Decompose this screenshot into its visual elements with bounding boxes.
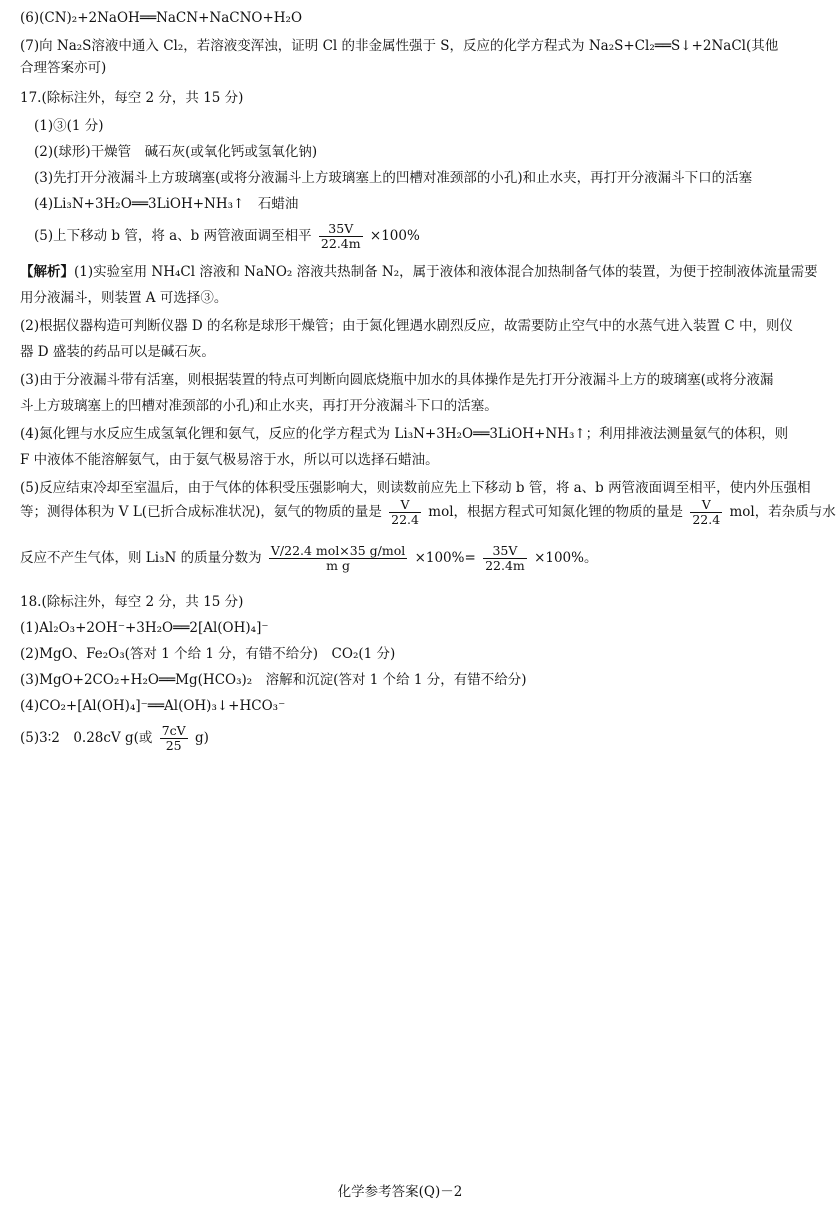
explain5-text-a: 等；测得体积为 V L(已折合成标准状况)，氨气的物质的量是 xyxy=(20,504,382,520)
q17-answer3: (3)先打开分液漏斗上方玻璃塞(或将分液漏斗上方玻璃塞上的凹槽对准颈部的小孔)和止水夹，再打开分液漏斗下口的活塞 xyxy=(34,170,753,186)
fraction-denominator: 25 xyxy=(165,738,182,753)
q17-answer2: (2)(球形)干燥管 碱石灰(或氧化钙或氢氧化钠) xyxy=(34,144,318,160)
q18-answer2: (2)MgO、Fe₂O₃(答对 1 个给 1 分，有错不给分) CO₂(1 分) xyxy=(20,646,396,662)
q17-explain1-line1 xyxy=(20,262,818,282)
fraction-denominator: 22.4m xyxy=(320,236,361,251)
q17-header: 17.(除标注外，每空 2 分，共 15 分) xyxy=(20,90,244,106)
q18-answer1: (1)Al₂O₃+2OH⁻+3H₂O══2[Al(OH)₄]⁻ xyxy=(20,620,269,636)
fraction-numerator: V/22.4 mol×35 g/mol xyxy=(270,543,406,558)
fraction-denominator: m g xyxy=(326,558,350,573)
explain5-text-d: 反应不产生气体，则 Li₃N 的质量分数为 xyxy=(20,550,262,566)
explain5-text-c: mol，若杂质与水 xyxy=(729,504,836,520)
fraction-numerator: V xyxy=(389,498,421,513)
page-footer: 化学参考答案(Q)－2 xyxy=(337,1184,463,1200)
q17-explain2-line2: 器 D 盛装的药品可以是碱石灰。 xyxy=(20,344,215,360)
explain5-text-f: ×100%。 xyxy=(534,550,598,566)
fraction-numerator: V xyxy=(690,498,722,513)
q18-answer5-tail: g) xyxy=(194,730,209,746)
q17-explain4-line2: F 中液体不能溶解氨气，由于氨气极易溶于水，所以可以选择石蜡油。 xyxy=(20,452,439,468)
explain5-text-b: mol，根据方程式可知氮化锂的物质的量是 xyxy=(428,504,684,520)
q18-answer5-text: (5)3∶2 0.28cV g(或 xyxy=(20,730,153,746)
q16-item7-line1: (7)向 Na₂S溶液中通入 Cl₂，若溶液变浑浊，证明 Cl 的非金属性强于 S，反应的化学方程式为 Na₂S+Cl₂══S↓+2NaCl(其他 xyxy=(20,38,779,54)
q17-explain1-line2: 用分液漏斗，则装置 A 可选择③。 xyxy=(20,290,228,306)
q17-explain5-line2 xyxy=(20,497,836,527)
q17-answer5-tail: ×100% xyxy=(369,228,420,244)
q16-item6: (6)(CN)₂+2NaOH══NaCN+NaCNO+H₂O xyxy=(20,10,303,26)
fraction-denominator: 22.4m xyxy=(485,558,525,573)
q17-answer5 xyxy=(34,222,786,251)
fraction-denominator: 22.4 xyxy=(391,512,419,527)
fraction-numerator: 35V xyxy=(319,222,363,237)
fraction-denominator: 22.4 xyxy=(692,512,721,527)
q17-answer5-text: (5)上下移动 b 管，将 a、b 两管液面调至相平 xyxy=(34,228,312,244)
q17-explain4-line1: (4)氮化锂与水反应生成氢氧化锂和氨气，反应的化学方程式为 Li₃N+3H₂O══3LiOH+NH₃↑；利用排液法测量氨气的体积，则 xyxy=(20,426,789,442)
q17-answer1: (1)③(1 分) xyxy=(34,118,104,134)
mass-fraction-expression xyxy=(269,544,407,573)
explain1-text: (1)实验室用 NH₄Cl 溶液和 NaNO₂ 溶液共热制备 N₂，属于液体和液体混合加热制备气体的装置，为便于控制液体流量需要 xyxy=(74,264,818,280)
q17-answer4: (4)Li₃N+3H₂O══3LiOH+NH₃↑ 石蜡油 xyxy=(34,196,299,212)
explain5-text-e: ×100%= xyxy=(414,550,476,566)
moles-fraction xyxy=(389,498,421,527)
q18-header: 18.(除标注外，每空 2 分，共 15 分) xyxy=(20,594,244,610)
q17-explain5-line3 xyxy=(20,544,786,573)
analysis-label: 【解析】 xyxy=(20,264,74,280)
q18-answer3: (3)MgO+2CO₂+H₂O══Mg(HCO₃)₂ 溶解和沉淀(答对 1 个给 1 分，有错不给分) xyxy=(20,672,527,688)
mass-fraction-result xyxy=(483,544,527,573)
q17-explain2-line1: (2)根据仪器构造可判断仪器 D 的名称是球形干燥管；由于氮化锂遇水剧烈反应，故需要防止空气中的水蒸气进入装置 C 中，则仪 xyxy=(20,318,793,334)
q17-explain5-line1: (5)反应结束冷却至室温后，由于气体的体积受压强影响大，则读数前应先上下移动 b 管，将 a、b 两管液面调至相平，使内外压强相 xyxy=(20,480,811,496)
moles-fraction-2 xyxy=(690,498,722,527)
q17-explain3-line2: 斗上方玻璃塞上的凹槽对准颈部的小孔)和止水夹，再打开分液漏斗下口的活塞。 xyxy=(20,398,498,414)
fraction-numerator: 7cV xyxy=(161,723,186,738)
q18-answer4: (4)CO₂+[Al(OH)₄]⁻══Al(OH)₃↓+HCO₃⁻ xyxy=(20,698,286,714)
q16-item7-line2: 合理答案亦可) xyxy=(20,60,107,76)
fraction-numerator: 35V xyxy=(483,544,527,559)
q17-explain3-line1: (3)由于分液漏斗带有活塞，则根据装置的特点可判断向圆底烧瓶中加水的具体操作是先打开分液漏斗上方的玻璃塞(或将分液漏 xyxy=(20,372,774,388)
q18-answer5 xyxy=(20,724,786,753)
q17-answer5-fraction xyxy=(319,222,363,251)
q18-answer5-fraction xyxy=(160,724,188,753)
